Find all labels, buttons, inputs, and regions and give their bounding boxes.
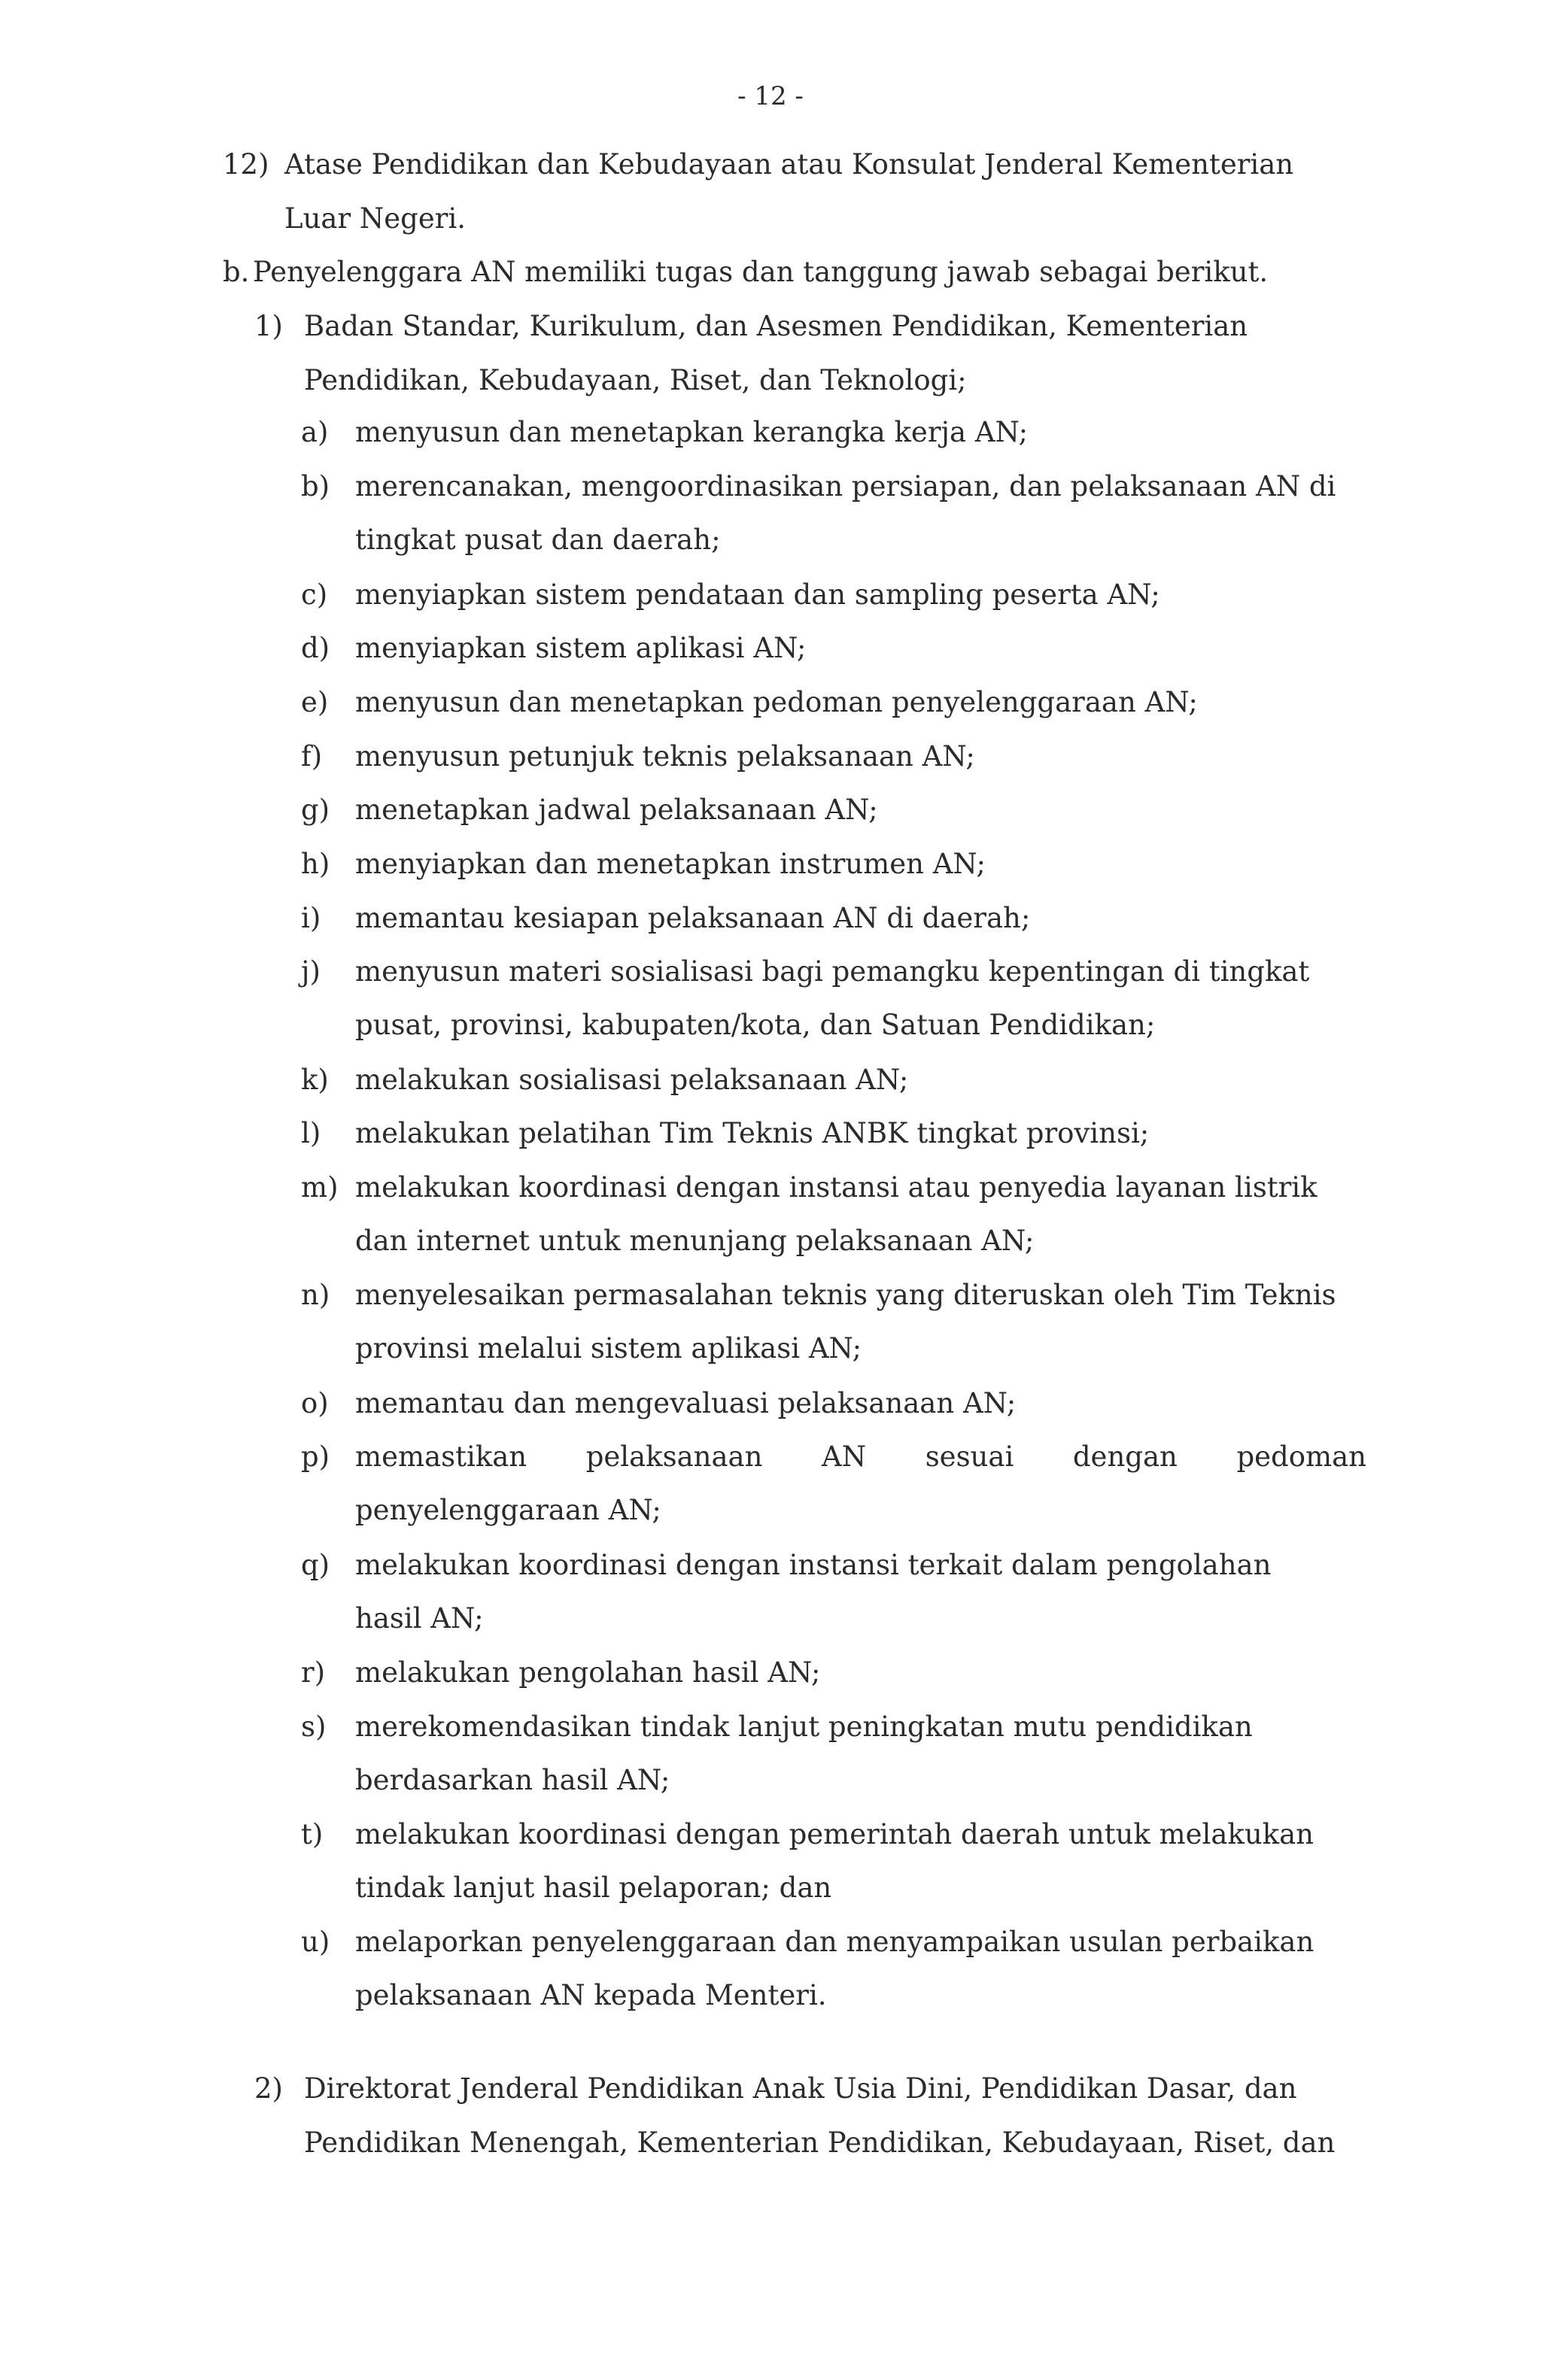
sub-item-word: sesuai bbox=[925, 1440, 1014, 1473]
sub-item-line: provinsi melalui sistem aplikasi AN; bbox=[355, 1332, 862, 1365]
item-2-line1: Direktorat Jenderal Pendidikan Anak Usia Dini, Pendidikan Dasar, dan bbox=[304, 2072, 1297, 2105]
sub-item-line: dan internet untuk menunjang pelaksanaan AN; bbox=[355, 1225, 1035, 1257]
sub-item-line: menyusun dan menetapkan kerangka kerja AN; bbox=[355, 416, 1029, 448]
sub-item-line: pelaksanaan AN kepada Menteri. bbox=[355, 1979, 827, 2011]
sub-item-line: menyiapkan dan menetapkan instrumen AN; bbox=[355, 848, 986, 880]
sub-item-line: menyusun materi sosialisasi bagi pemangku kepentingan di tingkat bbox=[355, 955, 1310, 988]
sub-item-line: melakukan pengolahan hasil AN; bbox=[355, 1656, 821, 1689]
item-12-marker: 12) bbox=[223, 148, 269, 181]
item-12-line1: Atase Pendidikan dan Kebudayaan atau Konsulat Jenderal Kementerian bbox=[284, 148, 1294, 181]
sub-item-line: hasil AN; bbox=[355, 1602, 484, 1635]
item-1-marker: 1) bbox=[254, 310, 283, 342]
sub-item-marker: l) bbox=[301, 1117, 321, 1149]
sub-item-line: berdasarkan hasil AN; bbox=[355, 1764, 670, 1796]
sub-item-marker: e) bbox=[301, 686, 329, 718]
sub-item-marker: f) bbox=[301, 740, 323, 773]
sub-item-line: merekomendasikan tindak lanjut peningkatan mutu pendidikan bbox=[355, 1711, 1253, 1743]
sub-item-line: melakukan sosialisasi pelaksanaan AN; bbox=[355, 1064, 909, 1096]
sub-item-line bbox=[355, 1440, 1366, 1473]
sub-item-line: menyiapkan sistem aplikasi AN; bbox=[355, 632, 807, 664]
sub-item-line: melakukan koordinasi dengan instansi terkait dalam pengolahan bbox=[355, 1549, 1272, 1581]
sub-item-word: dengan bbox=[1072, 1440, 1178, 1473]
sub-item-marker: o) bbox=[301, 1387, 329, 1419]
sub-item-line: menyusun dan menetapkan pedoman penyelenggaraan AN; bbox=[355, 686, 1198, 718]
item-1-line1: Badan Standar, Kurikulum, dan Asesmen Pendidikan, Kementerian bbox=[304, 310, 1248, 342]
section-b-marker: b. bbox=[223, 256, 250, 288]
sub-item-marker: d) bbox=[301, 632, 330, 664]
sub-item-line: menyelesaikan permasalahan teknis yang diteruskan oleh Tim Teknis bbox=[355, 1279, 1336, 1311]
sub-item-marker: g) bbox=[301, 794, 330, 826]
sub-item-line: melakukan koordinasi dengan instansi atau penyedia layanan listrik bbox=[355, 1171, 1318, 1204]
sub-item-line: penyelenggaraan AN; bbox=[355, 1494, 661, 1526]
sub-item-marker: j) bbox=[301, 955, 321, 988]
page-number: - 12 - bbox=[737, 81, 804, 111]
sub-item-line: melakukan koordinasi dengan pemerintah daerah untuk melakukan bbox=[355, 1818, 1314, 1850]
sub-item-word: pelaksanaan bbox=[585, 1440, 763, 1473]
item-2-line2: Pendidikan Menengah, Kementerian Pendidikan, Kebudayaan, Riset, dan bbox=[304, 2127, 1336, 2159]
item-2-marker: 2) bbox=[254, 2072, 283, 2105]
sub-item-line: memantau dan mengevaluasi pelaksanaan AN; bbox=[355, 1387, 1017, 1419]
sub-item-word: memastikan bbox=[355, 1440, 527, 1473]
sub-item-marker: k) bbox=[301, 1064, 329, 1096]
sub-item-line: menyusun petunjuk teknis pelaksanaan AN; bbox=[355, 740, 975, 773]
sub-item-marker: u) bbox=[301, 1926, 330, 1958]
sub-item-line: tindak lanjut hasil pelaporan; dan bbox=[355, 1872, 832, 1904]
sub-item-line: memantau kesiapan pelaksanaan AN di daerah; bbox=[355, 902, 1031, 934]
item-12-line2: Luar Negeri. bbox=[284, 202, 467, 235]
sub-item-marker: h) bbox=[301, 848, 330, 880]
sub-item-marker: b) bbox=[301, 470, 330, 502]
sub-item-marker: s) bbox=[301, 1711, 327, 1743]
sub-item-line: menyiapkan sistem pendataan dan sampling peserta AN; bbox=[355, 578, 1160, 611]
item-1-line2: Pendidikan, Kebudayaan, Riset, dan Teknologi; bbox=[304, 364, 967, 396]
sub-item-marker: m) bbox=[301, 1171, 339, 1204]
sub-item-marker: a) bbox=[301, 416, 329, 448]
sub-item-marker: q) bbox=[301, 1549, 330, 1581]
sub-item-marker: t) bbox=[301, 1818, 324, 1850]
sub-item-line: pusat, provinsi, kabupaten/kota, dan Satuan Pendidikan; bbox=[355, 1009, 1156, 1041]
sub-item-marker: p) bbox=[301, 1440, 330, 1473]
sub-item-marker: n) bbox=[301, 1279, 330, 1311]
sub-item-marker: c) bbox=[301, 578, 328, 611]
sub-item-word: pedoman bbox=[1236, 1440, 1366, 1473]
sub-item-line: melakukan pelatihan Tim Teknis ANBK tingkat provinsi; bbox=[355, 1117, 1150, 1149]
sub-item-marker: r) bbox=[301, 1656, 326, 1689]
sub-item-line: menetapkan jadwal pelaksanaan AN; bbox=[355, 794, 878, 826]
sub-item-marker: i) bbox=[301, 902, 321, 934]
sub-item-line: tingkat pusat dan daerah; bbox=[355, 524, 721, 556]
sub-item-line: merencanakan, mengoordinasikan persiapan, dan pelaksanaan AN di bbox=[355, 470, 1336, 502]
section-b-text: Penyelenggara AN memiliki tugas dan tanggung jawab sebagai berikut. bbox=[253, 256, 1269, 288]
sub-item-word: AN bbox=[822, 1440, 867, 1473]
sub-item-line: melaporkan penyelenggaraan dan menyampaikan usulan perbaikan bbox=[355, 1926, 1315, 1958]
